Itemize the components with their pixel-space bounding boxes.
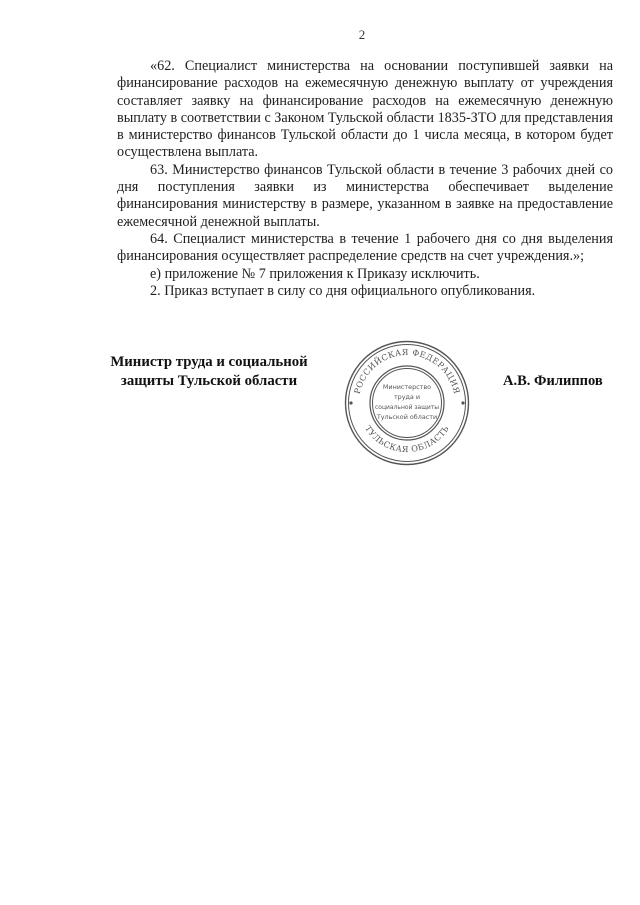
page-number: 2	[358, 27, 366, 42]
stamp-center-line-1: Министерство	[382, 383, 432, 391]
stamp-outer-bottom-text: ТУЛЬСКАЯ ОБЛАСТЬ	[363, 423, 451, 455]
stamp-outer-top-text: РОССИЙСКАЯ ФЕДЕРАЦИЯ	[351, 346, 463, 395]
paragraph-63: 63. Министерство финансов Тульской области в течение 3 рабочих дней со дня поступления заявки из министерства обеспечивает выделение финансирования министерству в размере, указанном в заявке на предоставление ежемесячной денежной выплаты.	[117, 161, 613, 230]
stamp-center-line-2: труда и	[393, 393, 421, 401]
paragraph-62: «62. Специалист министерства на основании поступившей заявки на финансирование расходов на ежемесячную денежную выплату от учреждения составляет заявку на финансирование расходов на ежемесячную денежную выплату в соответствии с Законом Тульской области 1835-ЗТО для представления в министерство финансов Тульской области до 1 числа месяца, в котором будет осуществлена выплата.	[117, 58, 613, 161]
position-line-1: Министр труда и социальной	[110, 354, 308, 370]
signatory-position	[104, 353, 314, 391]
official-seal-stamp	[343, 339, 471, 467]
document-body	[117, 58, 613, 300]
stamp-center-line-3: социальной защиты	[374, 404, 440, 411]
clause-2: 2. Приказ вступает в силу со дня официального опубликования.	[150, 282, 536, 299]
clause-e: е) приложение № 7 приложения к Приказу исключить.	[150, 265, 480, 282]
signatory-name: А.В. Филиппов	[503, 373, 603, 389]
position-line-2: защиты Тульской области	[120, 373, 298, 389]
stamp-center-line-4: Тульской области	[376, 413, 438, 421]
paragraph-64: 64. Специалист министерства в течение 1 рабочего дня со дня выделения финансирования осуществляет распределение средств на счет учреждения.»;	[117, 230, 613, 265]
